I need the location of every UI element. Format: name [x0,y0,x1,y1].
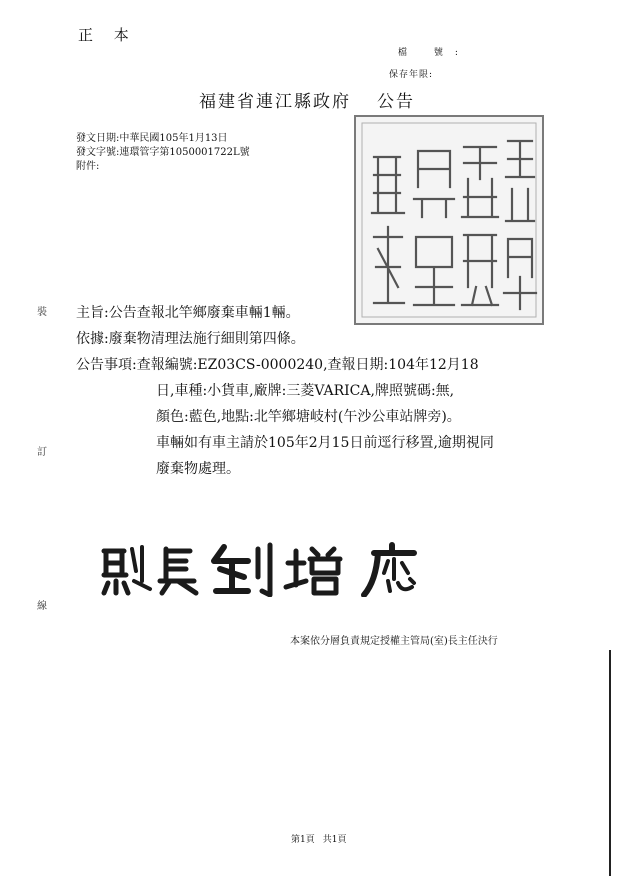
basis-label: 依據: [76,331,109,347]
official-seal [354,115,544,325]
items-row [76,352,494,378]
items-line-1: 查報編號:EZ03CS-0000240,查報日期:104年12月18 [136,357,479,373]
signature-graphic [98,541,438,597]
page-total: 共1頁 [322,835,347,845]
subject-label: 主旨: [76,305,109,321]
binding-mark-bind: 裝 [37,307,47,318]
attachment-label: 附件: [76,161,100,172]
binding-mark-line: 線 [37,601,47,612]
announcement-body [76,300,494,482]
items-line-5: 廢棄物處理。 [156,461,240,477]
scan-edge-line [609,650,611,876]
retention-period-label: 保存年限: [389,70,434,80]
copy-mark: 正 本 [78,26,137,44]
issue-reference: 發文字號:連環管字第1050001722L號 [76,147,250,158]
page-number [291,832,346,845]
issuing-agency: 福建省連江縣政府 [199,92,351,112]
basis-text: 廢棄物清理法施行細則第四條。 [108,331,305,347]
issue-date: 發文日期:中華民國105年1月13日 [76,133,228,144]
subject-text: 公告查報北竿鄉廢棄車輛1輛。 [108,305,300,321]
document-title [199,87,415,112]
subject-row [76,300,494,326]
items-label: 公告事項: [76,357,137,373]
seal-graphic [356,117,542,323]
items-line-3: 顏色:藍色,地點:北竿鄉塘岐村(午沙公車站牌旁)。 [156,409,461,425]
document-type: 公告 [377,92,415,112]
items-line-2: 日,車種:小貨車,廠牌:三菱VARICA,牌照號碼:無, [156,383,455,399]
magistrate-signature [98,541,438,597]
binding-mark-stitch: 訂 [37,447,47,458]
basis-row [76,326,494,352]
delegation-authority-note: 本案依分層負責規定授權主管局(室)長主任決行 [290,636,498,647]
issue-info [76,132,250,174]
items-line-4: 車輛如有車主請於105年2月15日前逕行移置,逾期視同 [156,435,494,451]
file-number-label: 檔 號: [398,48,470,58]
page-current: 第1頁 [291,835,315,845]
